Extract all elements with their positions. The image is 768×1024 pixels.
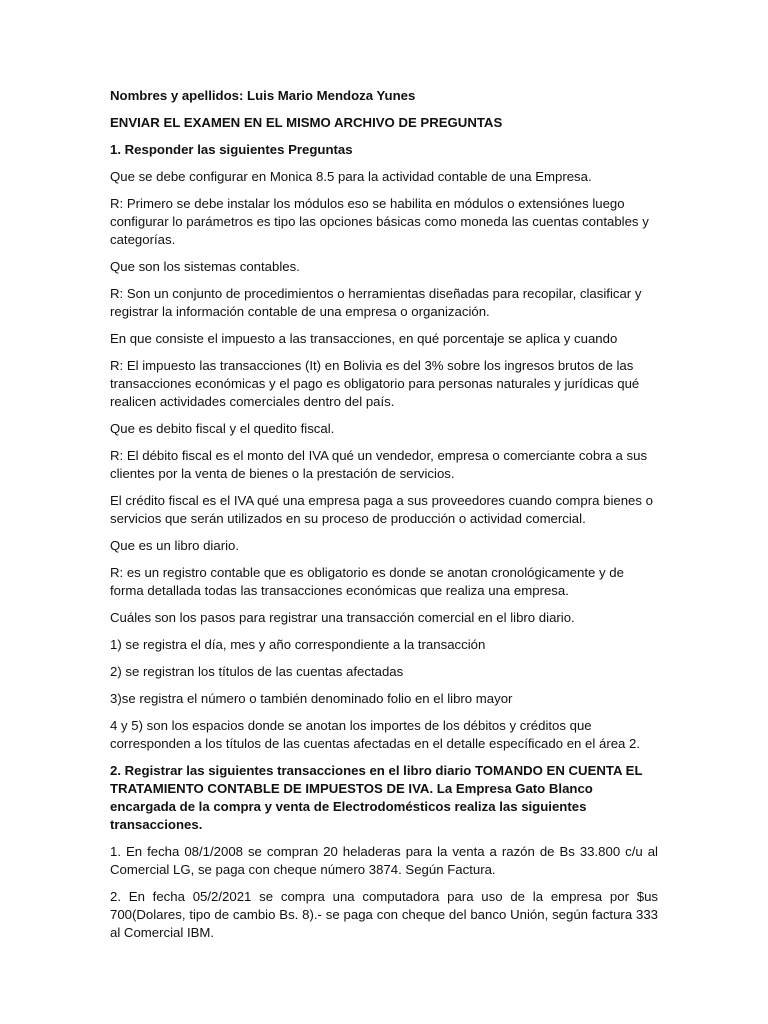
question-paragraph: Que son los sistemas contables. <box>110 259 300 274</box>
answer-paragraph: R: es un registro contable que es obligatorio es donde se anotan cronológicamente y de forma detallada todas las transacciones económicas que realiza una empresa. <box>110 565 624 598</box>
answer-paragraph: R: El impuesto las transacciones (It) en Bolivia es del 3% sobre los ingresos brutos de las transacciones económicas y el pago es obligatorio para personas naturales y jurídicas qué realicen actividades comerciales dentro del país. <box>110 358 640 409</box>
step-item: 1) se registra el día, mes y año correspondiente a la transacción <box>110 637 486 652</box>
transaction-item: 2. En fecha 05/2/2021 se compra una computadora para uso de la empresa por $us 700(Dolares, tipo de cambio Bs. 8).- se paga con cheque del banco Unión, según factura 333 al Comercial IBM. <box>110 889 658 940</box>
answer-paragraph: R: Primero se debe instalar los módulos eso se habilita en módulos o extensiónes luego configurar lo parámetros es tipo las opciones básicas como moneda las cuentas contables y categorías. <box>110 196 649 247</box>
step-item: 3)se registra el número o también denominado folio en el libro mayor <box>110 691 513 706</box>
name-line: Nombres y apellidos: Luis Mario Mendoza Yunes <box>110 88 416 103</box>
question-paragraph: Que es un libro diario. <box>110 538 240 553</box>
question-paragraph: Que se debe configurar en Monica 8.5 para la actividad contable de una Empresa. <box>110 169 592 184</box>
transaction-item: 1. En fecha 08/1/2008 se compran 20 heladeras para la venta a razón de Bs 33.800 c/u al Comercial LG, se paga con cheque número 3874. Según Factura. <box>110 844 658 877</box>
question-paragraph: Que es debito fiscal y el quedito fiscal. <box>110 421 335 436</box>
answer-paragraph: R: Son un conjunto de procedimientos o herramientas diseñadas para recopilar, clasificar y registrar la información contable de una empresa o organización. <box>110 286 642 319</box>
answer-paragraph: El crédito fiscal es el IVA qué una empresa paga a sus proveedores cuando compra bienes o servicios que serán utilizados en su proceso de producción o actividad comercial. <box>110 493 653 526</box>
answer-paragraph: R: El débito fiscal es el monto del IVA qué un vendedor, empresa o comerciante cobra a sus clientes por la venta de bienes o la prestación de servicios. <box>110 448 648 481</box>
question-paragraph: En que consiste el impuesto a las transacciones, en qué porcentaje se aplica y cuando <box>110 331 618 346</box>
step-item: 2) se registran los títulos de las cuentas afectadas <box>110 664 404 679</box>
step-item: 4 y 5) son los espacios donde se anotan los importes de los débitos y créditos que corresponden a los títulos de las cuentas afectadas en el detalle específicado en el área 2. <box>110 718 641 751</box>
question-paragraph: Cuáles son los pasos para registrar una transacción comercial en el libro diario. <box>110 610 575 625</box>
section-1-title: 1. Responder las siguientes Preguntas <box>110 142 353 157</box>
exam-instruction: ENVIAR EL EXAMEN EN EL MISMO ARCHIVO DE PREGUNTAS <box>110 115 503 130</box>
section-2-title: 2. Registrar las siguientes transacciones en el libro diario TOMANDO EN CUENTA EL TRATAMIENTO CONTABLE DE IMPUESTOS DE IVA. La Empresa Gato Blanco encargada de la compra y venta de Electrodomésticos realiza las siguientes transacciones. <box>110 763 643 832</box>
